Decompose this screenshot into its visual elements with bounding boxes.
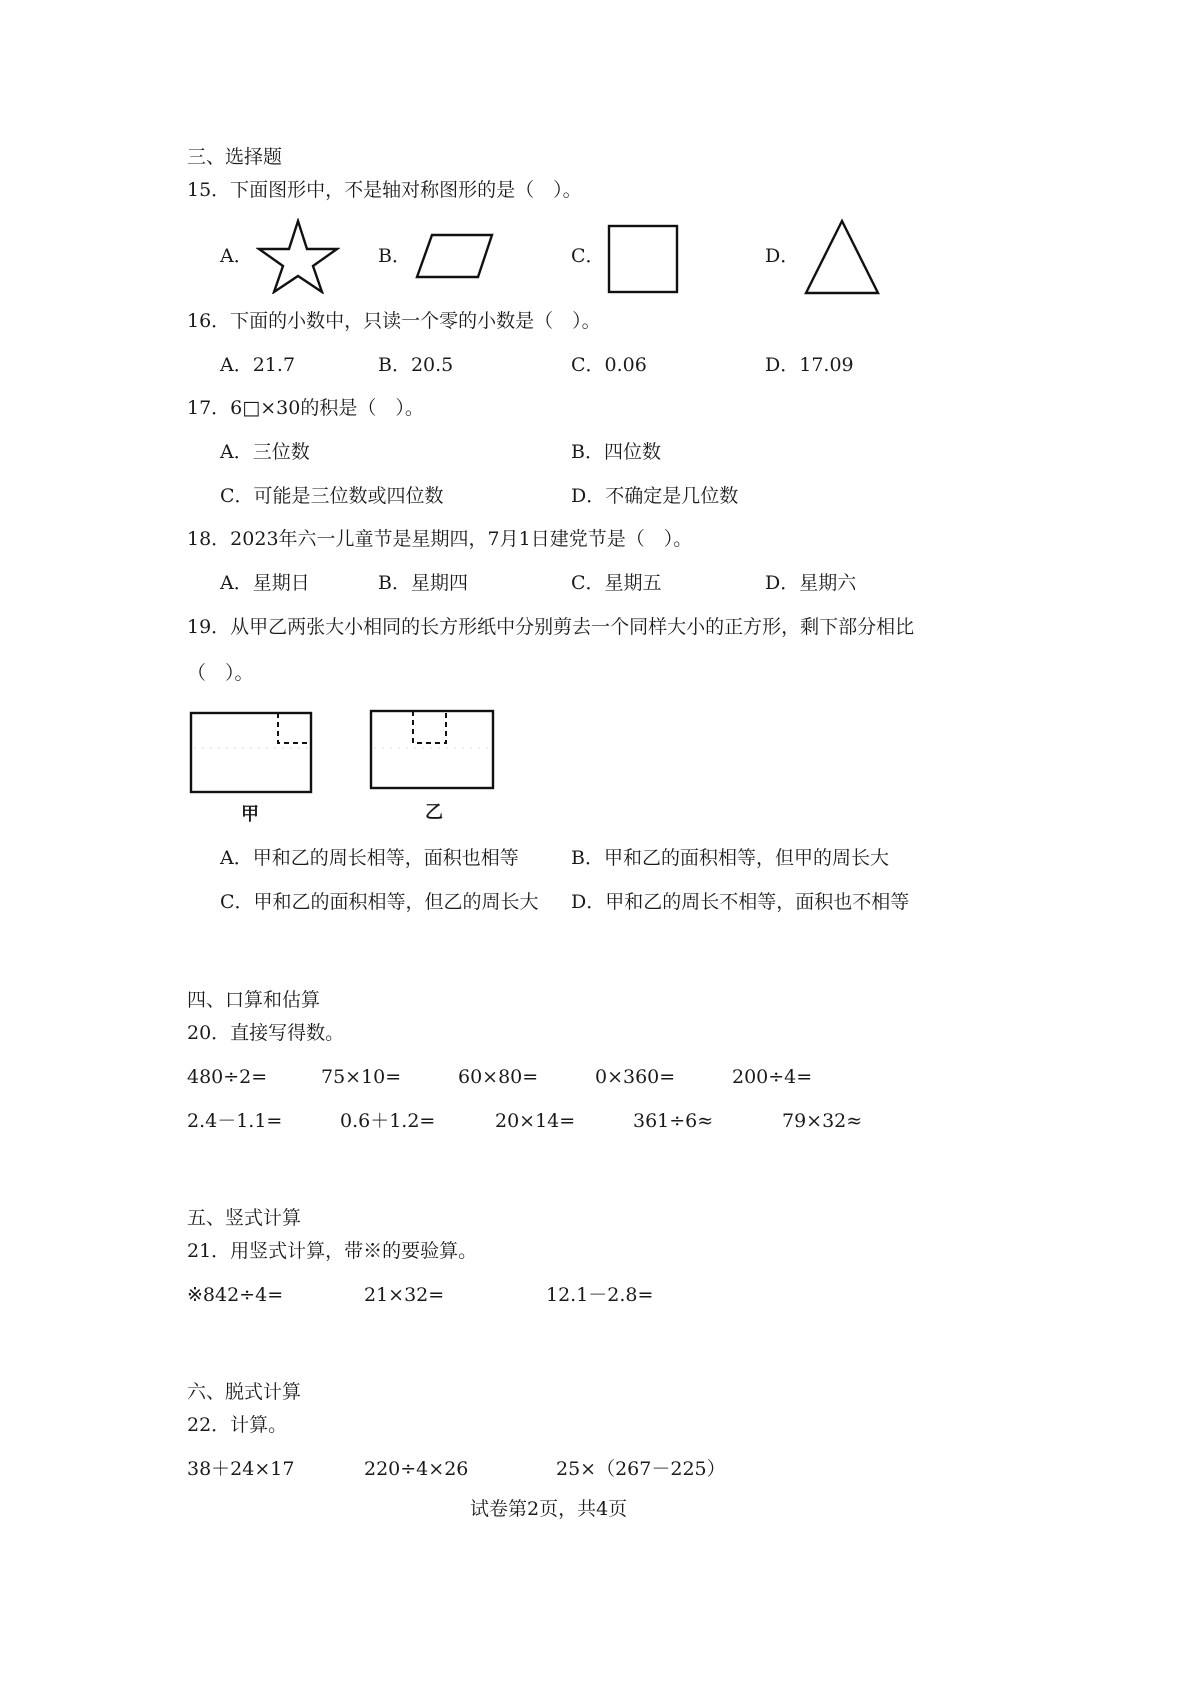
q20-item: 75×10= xyxy=(321,1066,402,1088)
q16-option-c: C．0.06 xyxy=(571,354,647,376)
q16-option-a: A．21.7 xyxy=(220,354,296,376)
section-title-vertical: 五、竖式计算 xyxy=(187,1207,302,1229)
q20-item: 60×80= xyxy=(458,1066,539,1088)
parallelogram-icon xyxy=(414,232,496,280)
q16-option-d: D．17.09 xyxy=(765,354,854,376)
figure-label-yi: 乙 xyxy=(425,802,443,823)
q20-item: 200÷4= xyxy=(732,1066,813,1088)
q18-option-b: B．星期四 xyxy=(378,572,468,594)
question-18: 18．2023年六一儿童节是星期四，7月1日建党节是（ ）。 xyxy=(187,528,693,550)
rectangle-jia-figure xyxy=(188,708,316,796)
q20-item: 0×360= xyxy=(595,1066,676,1088)
q20-item: 0.6＋1.2= xyxy=(340,1110,436,1132)
q16-option-b: B．20.5 xyxy=(378,354,454,376)
q18-option-a: A．星期日 xyxy=(220,572,310,594)
q17-option-a: A．三位数 xyxy=(220,441,310,463)
square-icon xyxy=(607,222,681,294)
q17-option-b: B．四位数 xyxy=(571,441,661,463)
q15-option-c: C． xyxy=(571,245,605,267)
question-21: 21．用竖式计算，带※的要验算。 xyxy=(187,1240,478,1262)
question-17: 17．6□×30的积是（ ）。 xyxy=(187,397,424,419)
q22-item: 220÷4×26 xyxy=(364,1458,469,1480)
question-19-line1: 19．从甲乙两张大小相同的长方形纸中分别剪去一个同样大小的正方形，剩下部分相比 xyxy=(187,616,915,638)
q15-option-d: D． xyxy=(765,245,800,267)
q22-item: 25×（267－225） xyxy=(556,1458,726,1480)
q21-item: 12.1－2.8= xyxy=(546,1284,654,1306)
q22-item: 38＋24×17 xyxy=(187,1458,295,1480)
q18-option-d: D．星期六 xyxy=(765,572,857,594)
page-footer: 试卷第2页，共4页 xyxy=(470,1498,628,1520)
question-19-line2: （ ）。 xyxy=(187,662,254,684)
question-16: 16．下面的小数中，只读一个零的小数是（ ）。 xyxy=(187,310,601,332)
section-title-stepwise: 六、脱式计算 xyxy=(187,1381,302,1403)
q17-option-c: C．可能是三位数或四位数 xyxy=(220,485,444,507)
q18-option-c: C．星期五 xyxy=(571,572,662,594)
q20-item: 2.4－1.1= xyxy=(187,1110,283,1132)
section-title-mental: 四、口算和估算 xyxy=(187,989,321,1011)
star-icon xyxy=(256,218,340,294)
q15-option-a: A． xyxy=(220,245,253,267)
q19-option-a: A．甲和乙的周长相等，面积也相等 xyxy=(220,847,519,869)
question-20: 20．直接写得数。 xyxy=(187,1022,345,1044)
q20-item: 79×32≈ xyxy=(782,1110,863,1132)
q20-item: 20×14= xyxy=(495,1110,576,1132)
q15-option-b: B． xyxy=(378,245,411,267)
figure-label-jia: 甲 xyxy=(241,804,259,825)
q20-item: 480÷2= xyxy=(187,1066,268,1088)
question-15: 15．下面图形中，不是轴对称图形的是（ ）。 xyxy=(187,179,582,201)
q19-option-c: C．甲和乙的面积相等，但乙的周长大 xyxy=(220,891,539,913)
q17-option-d: D．不确定是几位数 xyxy=(571,485,739,507)
q20-item: 361÷6≈ xyxy=(633,1110,714,1132)
q21-item: ※842÷4= xyxy=(187,1284,284,1306)
q19-option-b: B．甲和乙的面积相等，但甲的周长大 xyxy=(571,847,889,869)
section-title-choice: 三、选择题 xyxy=(187,146,283,168)
triangle-icon xyxy=(802,218,882,296)
rectangle-yi-figure xyxy=(368,706,498,792)
question-22: 22．计算。 xyxy=(187,1414,288,1436)
q21-item: 21×32= xyxy=(364,1284,445,1306)
q19-option-d: D．甲和乙的周长不相等，面积也不相等 xyxy=(571,891,910,913)
